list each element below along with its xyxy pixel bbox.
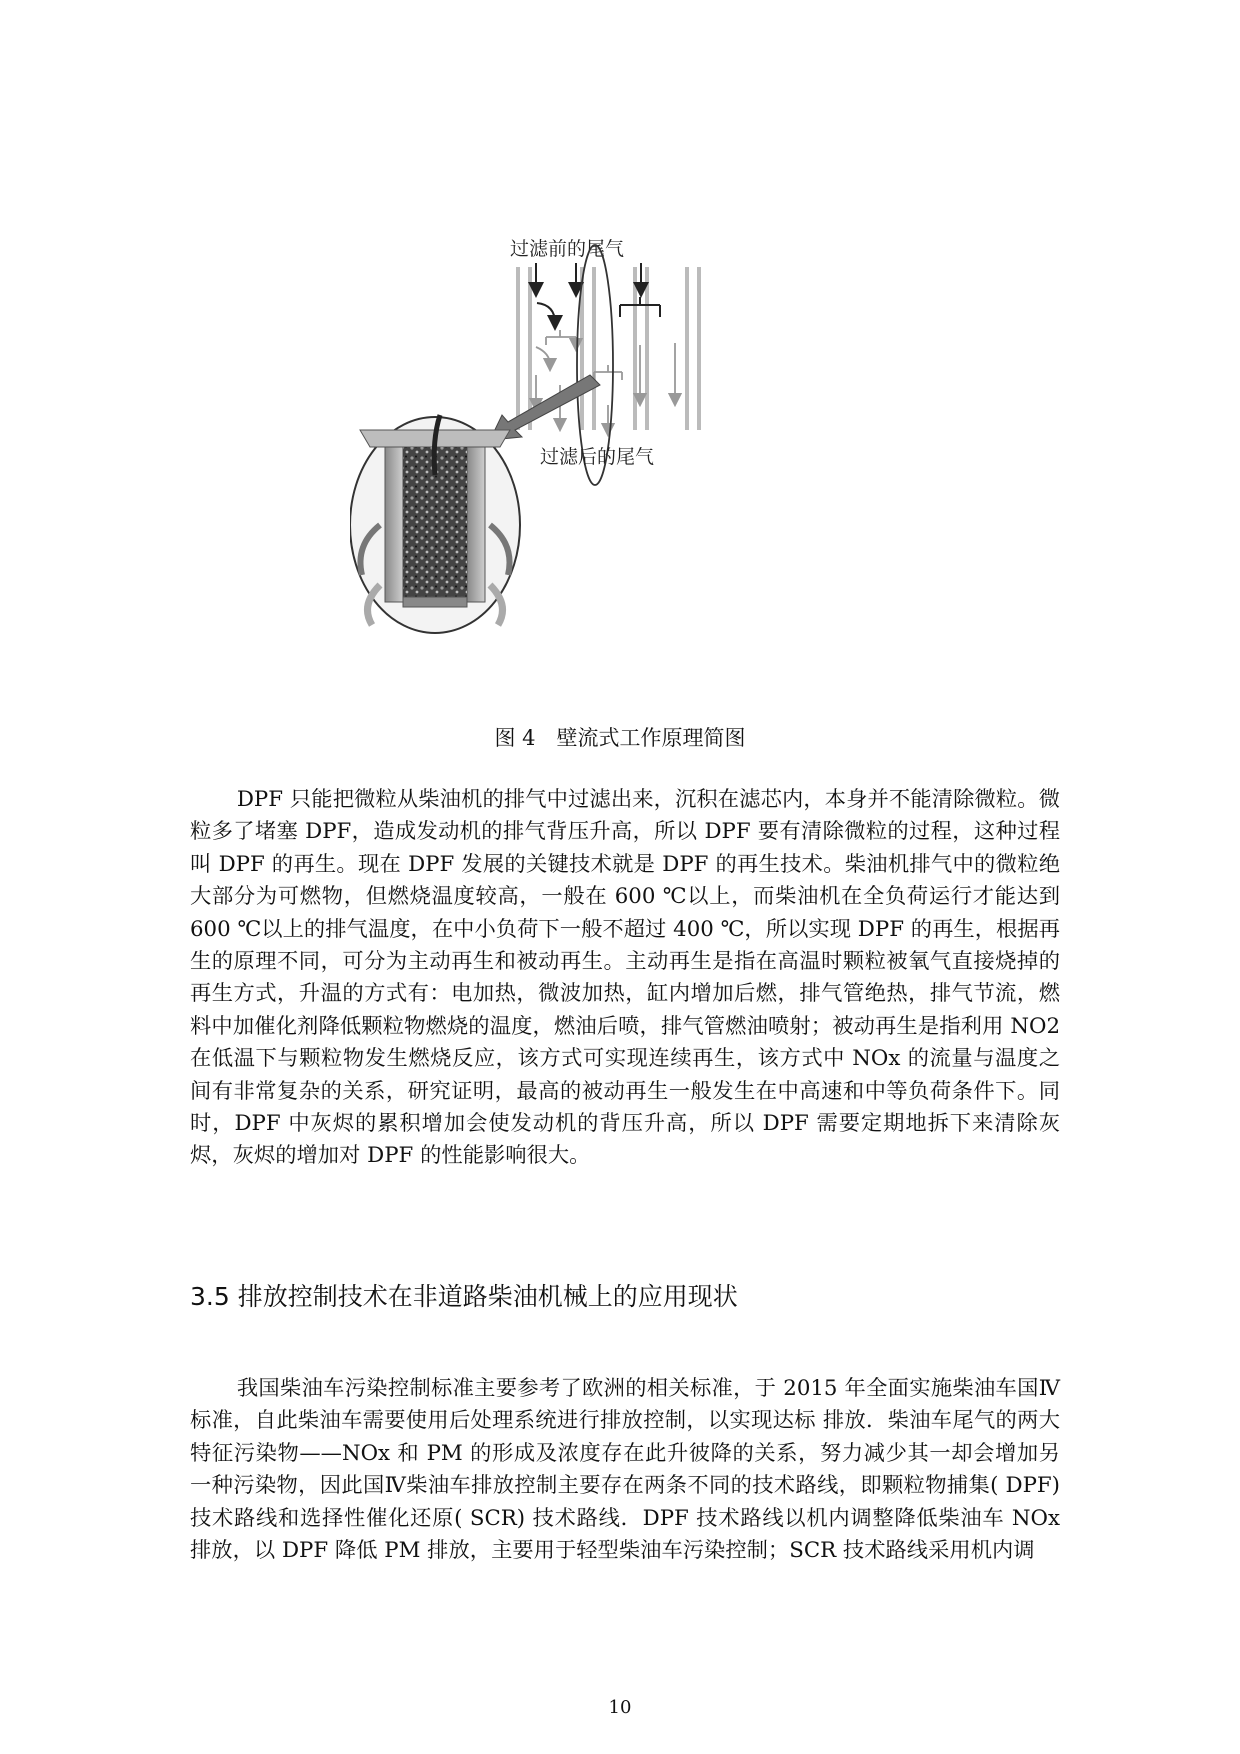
- label-after-filter: 过滤后的尾气: [540, 446, 655, 468]
- page-number: 10: [608, 1697, 632, 1718]
- inlet-arrows: [536, 263, 660, 323]
- internal-flow-arrows: [536, 330, 675, 430]
- section-heading: 3.5 排放控制技术在非道路柴油机械上的应用现状: [190, 1282, 738, 1311]
- zoom-view: [350, 415, 520, 633]
- wall-flow-diagram: [350, 225, 800, 655]
- paragraph-dpf-regeneration: DPF 只能把微粒从柴油机的排气中过滤出来，沉积在滤芯内，本身并不能清除微粒。微粒多了堵塞 DPF，造成发动机的排气背压升高，所以 DPF 要有清除微粒的过程，这种过程叫 DPF 的再生。现在 DPF 发展的关键技术就是 DPF 的再生技术。柴油机排气中的微粒绝大部分为可燃物，但燃烧温度较高，一般在 600 ℃以上，而柴油机在全负荷运行才能达到 600 ℃以上的排气温度，在中小负荷下一般不超过 400 ℃，所以实现 DPF 的再生，根据再生的原理不同，可分为主动再生和被动再生。主动再生是指在高温时颗粒被氧气直接烧掉的再生方式，升温的方式有：电加热，微波加热，缸内增加后燃，排气管绝热，排气节流，燃料中加催化剂降低颗粒物燃烧的温度，燃油后喷，排气管燃油喷射；被动再生是指利用 NO2 在低温下与颗粒物发生燃烧反应，该方式可实现连续再生，该方式中 NOx 的流量与温度之间有非常复杂的关系，研究证明，最高的被动再生一般发生在中高速和中等负荷条件下。同时，DPF 中灰烬的累积增加会使发动机的背压升高，所以 DPF 需要定期地拆下来清除灰烬，灰烬的增加对 DPF 的性能影响很大。: [190, 787, 1060, 1169]
- paragraph-emission-control: 我国柴油车污染控制标准主要参考了欧洲的相关标准，于 2015 年全面实施柴油车国Ⅳ标准，自此柴油车需要使用后处理系统进行排放控制，以实现达标 排放．柴油车尾气的两大特征污染物——NOx 和 PM 的形成及浓度存在此升彼降的关系，努力减少其一却会增加另一种污染物，因此国Ⅳ柴油车排放控制主要存在两条不同的技术路线，即颗粒物捕集( DPF) 技术路线和选择性催化还原( SCR) 技术路线．DPF 技术路线以机内调整降低柴油车 NOx 排放，以 DPF 降低 PM 排放，主要用于轻型柴油车污染控制；SCR 技术路线采用机内调: [190, 1376, 1060, 1564]
- label-before-filter: 过滤前的尾气: [510, 238, 625, 260]
- figure-caption: 图 4 壁流式工作原理简图: [494, 726, 746, 750]
